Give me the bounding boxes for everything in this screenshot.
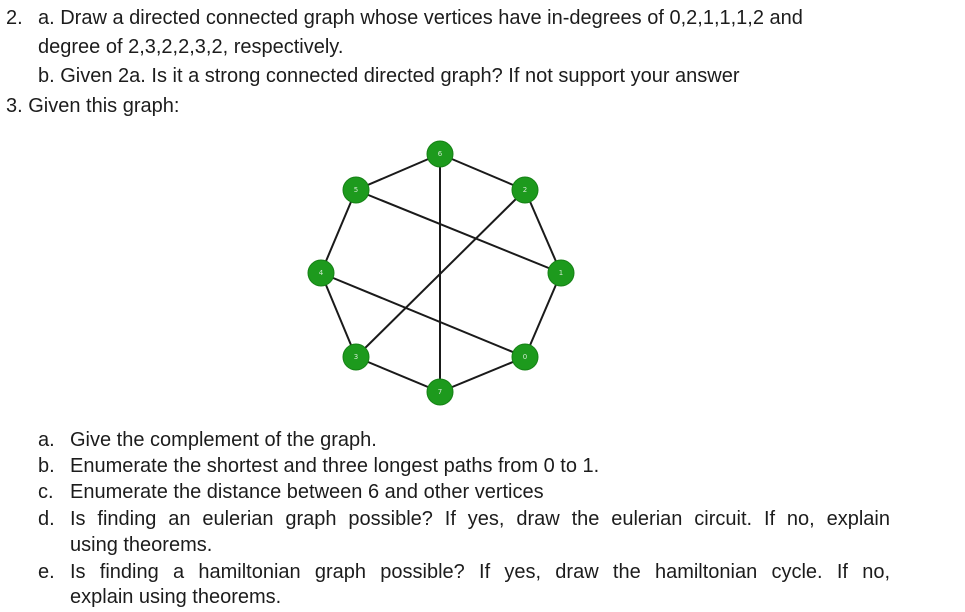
graph-node-label-1: 1 [558,269,564,277]
item-b-marker: b. [38,455,55,477]
item-a-text: Give the complement of the graph. [70,429,377,451]
graph-node-label-7: 7 [437,388,443,396]
item-d-line1: Is finding an eulerian graph possible? If yes, draw the eulerian circuit. If no, explain [70,508,890,530]
item-d-line2: using theorems. [70,534,213,556]
graph-node-label-3: 3 [353,353,359,361]
graph-edge-4-5 [321,190,356,273]
question-2b-line: b. Given 2a. Is it a strong connected directed graph? If not support your answer [38,65,740,87]
item-d-marker: d. [38,508,55,530]
item-e-line1: Is finding a hamiltonian graph possible? If yes, draw the hamiltonian cycle. If no, [70,561,890,583]
question-3-heading: 3. Given this graph: [6,95,180,117]
graph-edge-1-0 [525,273,561,357]
item-e-marker: e. [38,561,55,583]
graph-node-label-6: 6 [437,150,443,158]
item-c-marker: c. [38,481,54,503]
question-2-number: 2. [6,7,23,29]
graph-node-label-4: 4 [318,269,324,277]
graph-node-label-5: 5 [353,186,359,194]
graph-edge-0-7 [440,357,525,392]
item-c-text: Enumerate the distance between 6 and other vertices [70,481,544,503]
graph-edge-5-6 [356,154,440,190]
graph-node-label-2: 2 [522,186,528,194]
graph-node-label-0: 0 [522,353,528,361]
graph-edge-6-2 [440,154,525,190]
graph-edge-7-3 [356,357,440,392]
question-2a-line1: a. Draw a directed connected graph whose vertices have in-degrees of 0,2,1,1,1,2 and [38,7,803,29]
item-b-text: Enumerate the shortest and three longest paths from 0 to 1. [70,455,600,477]
question-2a-line2: degree of 2,3,2,2,3,2, respectively. [38,36,344,58]
item-a-marker: a. [38,429,55,451]
graph-figure [300,130,590,410]
item-e-line2: explain using theorems. [70,586,282,608]
